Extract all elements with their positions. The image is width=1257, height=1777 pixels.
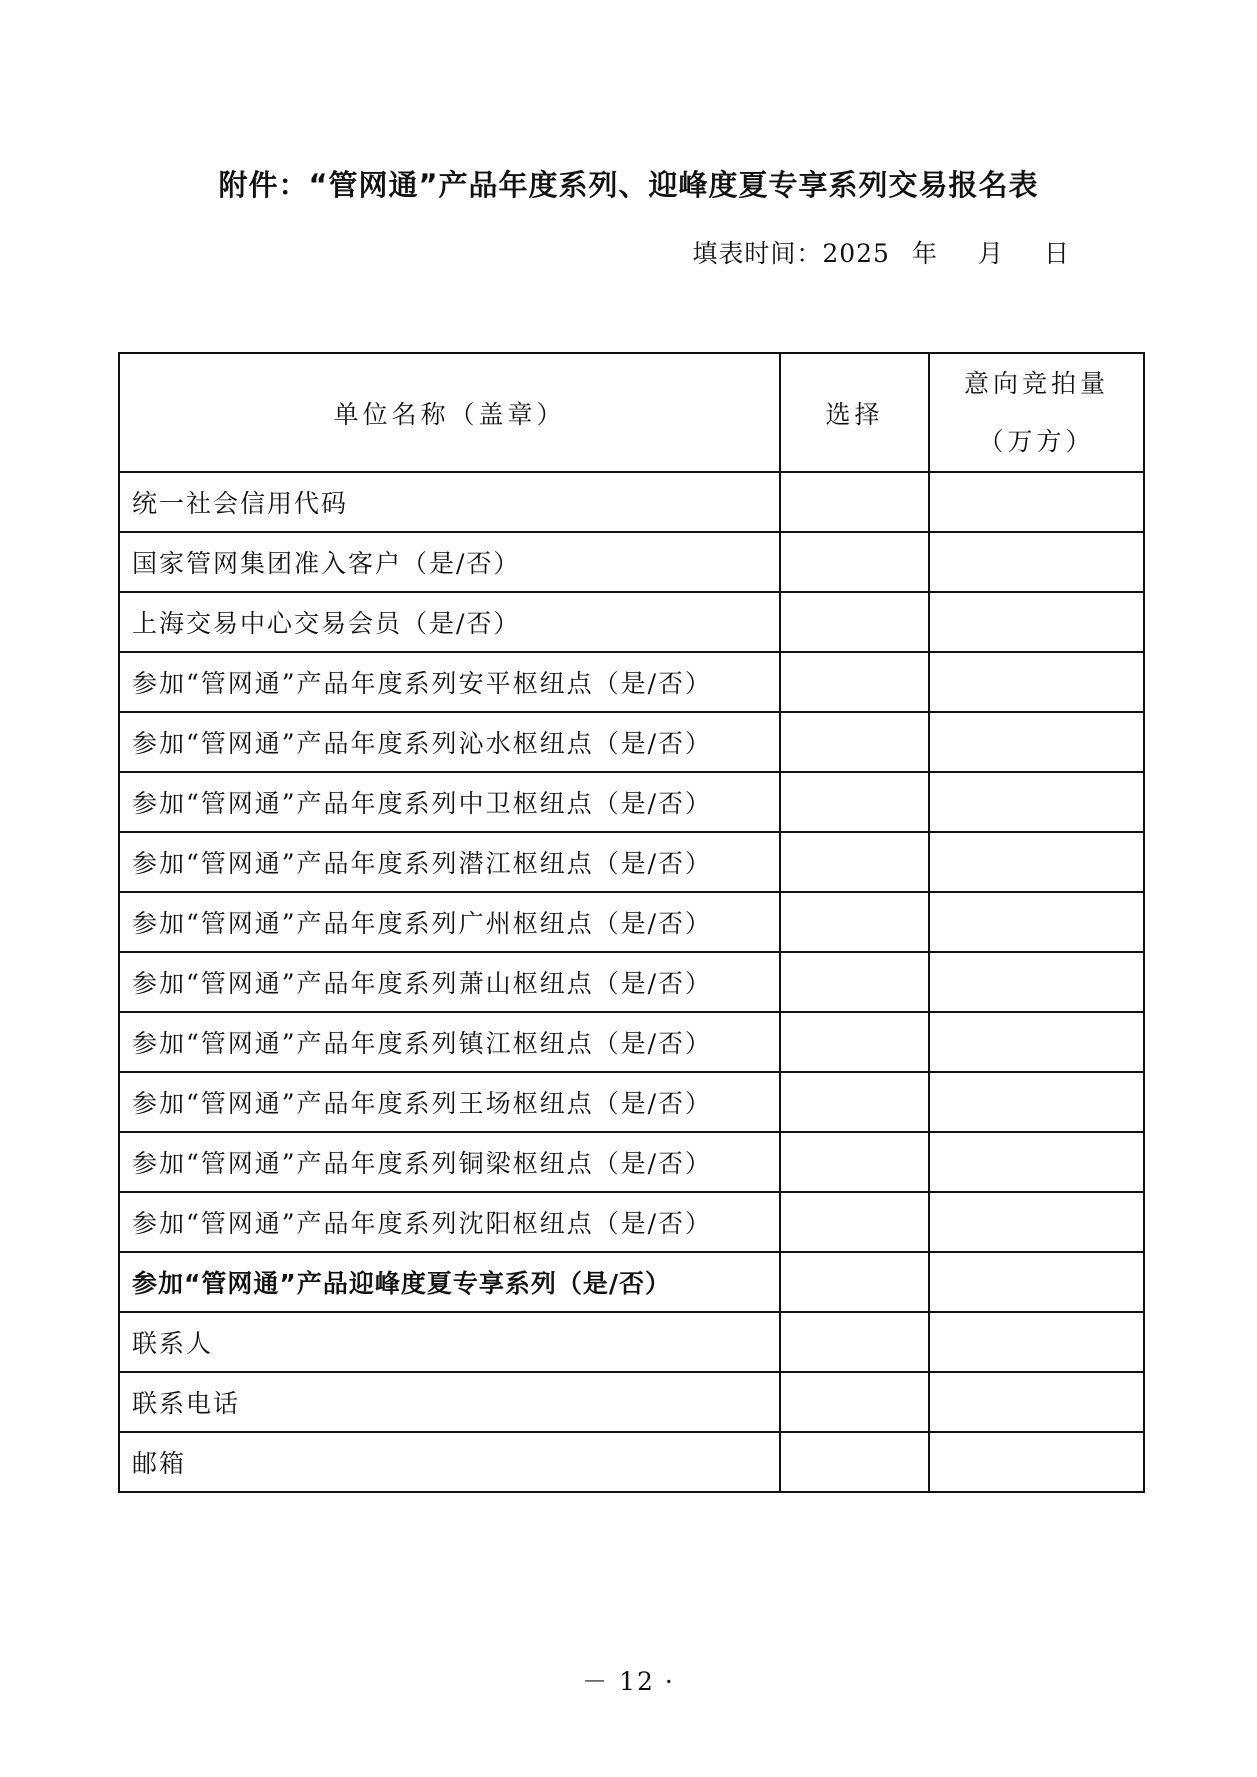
header-unit-name: 单位名称（盖章） (119, 353, 780, 472)
table-row (119, 592, 1144, 652)
row-label: 联系电话 (119, 1372, 780, 1432)
row-label: 参加“管网通”产品年度系列广州枢纽点（是/否） (119, 892, 780, 952)
row-label: 统一社会信用代码 (119, 472, 780, 532)
select-cell[interactable] (780, 1012, 929, 1072)
table-row (119, 532, 1144, 592)
quantity-cell[interactable] (929, 952, 1144, 1012)
quantity-cell[interactable] (929, 592, 1144, 652)
select-cell[interactable] (780, 892, 929, 952)
quantity-cell[interactable] (929, 1312, 1144, 1372)
select-cell[interactable] (780, 592, 929, 652)
select-cell[interactable] (780, 532, 929, 592)
row-label: 参加“管网通”产品年度系列镇江枢纽点（是/否） (119, 1012, 780, 1072)
select-cell[interactable] (780, 1252, 929, 1312)
registration-table (118, 352, 1145, 1493)
row-label: 上海交易中心交易会员（是/否） (119, 592, 780, 652)
row-label: 参加“管网通”产品年度系列沈阳枢纽点（是/否） (119, 1192, 780, 1252)
header-bid-quantity-line2: （万方） (978, 426, 1095, 456)
row-label: 参加“管网通”产品年度系列中卫枢纽点（是/否） (119, 772, 780, 832)
select-cell[interactable] (780, 1132, 929, 1192)
row-label: 邮箱 (119, 1432, 780, 1492)
table-row (119, 892, 1144, 952)
fill-date-label: 填表时间： (692, 239, 823, 268)
select-cell[interactable] (780, 1432, 929, 1492)
select-cell[interactable] (780, 1192, 929, 1252)
table-row (119, 1072, 1144, 1132)
select-cell[interactable] (780, 832, 929, 892)
fill-date-year-unit: 年 (911, 239, 938, 268)
table-row (119, 1132, 1144, 1192)
row-label: 参加“管网通”产品年度系列铜梁枢纽点（是/否） (119, 1132, 780, 1192)
fill-date-day-unit: 日 (1043, 239, 1070, 268)
table-row (119, 1012, 1144, 1072)
table-row (119, 1312, 1144, 1372)
page-number: － 12 · (582, 1667, 675, 1696)
quantity-cell[interactable] (929, 1432, 1144, 1492)
quantity-cell[interactable] (929, 1372, 1144, 1432)
row-label-summer-series: 参加“管网通”产品迎峰度夏专享系列（是/否） (119, 1252, 780, 1312)
row-label: 参加“管网通”产品年度系列沁水枢纽点（是/否） (119, 712, 780, 772)
fill-date (692, 234, 1070, 270)
table-row (119, 712, 1144, 772)
table-row (119, 652, 1144, 712)
row-label: 参加“管网通”产品年度系列潜江枢纽点（是/否） (119, 832, 780, 892)
table-row (119, 952, 1144, 1012)
select-cell[interactable] (780, 952, 929, 1012)
header-bid-quantity-line1: 意向竞拍量 (963, 368, 1109, 398)
table-row (119, 772, 1144, 832)
fill-date-month-unit: 月 (977, 239, 1004, 268)
quantity-cell[interactable] (929, 1132, 1144, 1192)
fill-date-year: 2025 (822, 239, 890, 268)
page-title: 附件：“管网通”产品年度系列、迎峰度夏专享系列交易报名表 (218, 168, 1039, 202)
quantity-cell[interactable] (929, 832, 1144, 892)
table-row (119, 832, 1144, 892)
row-label: 参加“管网通”产品年度系列王场枢纽点（是/否） (119, 1072, 780, 1132)
select-cell[interactable] (780, 1372, 929, 1432)
quantity-cell[interactable] (929, 1012, 1144, 1072)
select-cell[interactable] (780, 472, 929, 532)
quantity-cell[interactable] (929, 652, 1144, 712)
quantity-cell[interactable] (929, 712, 1144, 772)
row-label: 国家管网集团准入客户（是/否） (119, 532, 780, 592)
table-row (119, 1192, 1144, 1252)
header-select: 选择 (780, 353, 929, 472)
header-bid-quantity (929, 353, 1144, 472)
select-cell[interactable] (780, 1312, 929, 1372)
select-cell[interactable] (780, 652, 929, 712)
table-header-row (119, 353, 1144, 472)
quantity-cell[interactable] (929, 1252, 1144, 1312)
row-label: 联系人 (119, 1312, 780, 1372)
quantity-cell[interactable] (929, 472, 1144, 532)
table-row (119, 472, 1144, 532)
table-row (119, 1372, 1144, 1432)
select-cell[interactable] (780, 1072, 929, 1132)
row-label: 参加“管网通”产品年度系列萧山枢纽点（是/否） (119, 952, 780, 1012)
quantity-cell[interactable] (929, 1192, 1144, 1252)
quantity-cell[interactable] (929, 892, 1144, 952)
table-row (119, 1252, 1144, 1312)
select-cell[interactable] (780, 772, 929, 832)
quantity-cell[interactable] (929, 532, 1144, 592)
quantity-cell[interactable] (929, 1072, 1144, 1132)
select-cell[interactable] (780, 712, 929, 772)
quantity-cell[interactable] (929, 772, 1144, 832)
row-label: 参加“管网通”产品年度系列安平枢纽点（是/否） (119, 652, 780, 712)
table-row (119, 1432, 1144, 1492)
